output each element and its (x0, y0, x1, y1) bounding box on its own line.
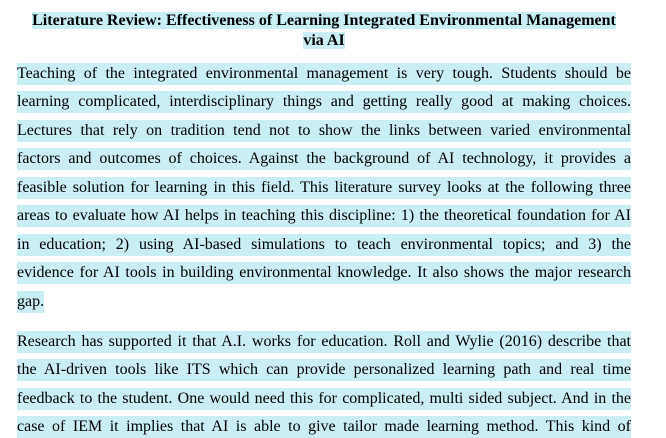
text-line: factors and outcomes of choices. Against the background of AI technology, it provides a (17, 148, 631, 170)
text-line: Research has supported it that A.I. works for education. Roll and Wylie (2016) describe that (17, 331, 631, 353)
text-line: evidence for AI tools in building environmental knowledge. It also shows the major research (17, 262, 631, 284)
text-line: case of IEM it implies that AI is able to give tailor made learning method. This kind of (17, 416, 631, 438)
document-title (17, 11, 631, 31)
text-line: the AI-driven tools like ITS which can provide personalized learning path and real time (17, 359, 631, 381)
text-line: Lectures that rely on tradition tend not to show the links between varied environmental (17, 120, 631, 142)
title-line-2: via AI (303, 32, 345, 49)
text-line: learning complicated, interdisciplinary things and getting really good at making choices. (17, 91, 631, 113)
text-line: areas to evaluate how AI helps in teaching this discipline: 1) the theoretical foundation for AI (17, 205, 631, 227)
text-line: gap. (17, 291, 44, 313)
text-line: feedback to the student. One would need this for complicated, multi sided subject. And in the (17, 388, 631, 410)
title-line-1: Literature Review: Effectiveness of Learning Integrated Environmental Management (32, 12, 616, 29)
text-line: in education; 2) using AI-based simulations to teach environmental topics; and 3) the (17, 234, 631, 256)
text-line: Teaching of the integrated environmental management is very tough. Students should be (17, 63, 631, 85)
document-title-continued (17, 31, 631, 51)
text-line: feasible solution for learning in this field. This literature survey looks at the following three (17, 177, 631, 199)
